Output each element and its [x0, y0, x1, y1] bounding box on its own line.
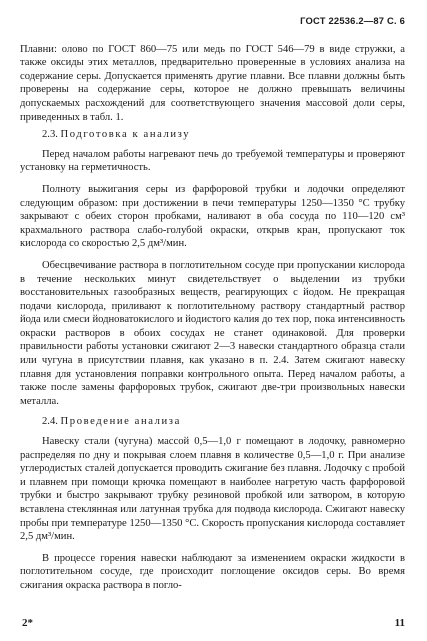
- section-number: 2.3.: [42, 129, 58, 141]
- printer-signature: 2*: [22, 617, 33, 630]
- document-footer: [22, 617, 405, 631]
- paragraph-preparation-2: Полноту выжигания серы из фарфоровой трубки и лодочки определяют следующим образом: при достижении в печи температуры 1250—1350 °С трубку закрывают с обеих сторон пробками, наливают в оба сосуда по 110—120 см³ крахмального раствора слабо-голубой окраски, открыв кран, пропускают ток кислорода со скоростью 2,5 дм³/мин.: [20, 183, 405, 250]
- paragraph-analysis-2: В процессе горения навески наблюдают за изменением окраски жидкости в поглотительном сосуде, где происходит поглощение оксидов серы. Во время сжигания окраска раствора в погло-: [20, 552, 405, 591]
- paragraph-fluxes: Плавни: олово по ГОСТ 860—75 или медь по ГОСТ 546—79 в виде стружки, а также оксиды этих металлов, предварительно проверенные в условиях анализа на содержание серы. Допускается применять другие плавни. Все плавни должны быть проверены на содержание серы, которое не должно превышать величины допускаемых расхождений для соответствующего значения массовой доли серы, приведенных в табл. 1.: [20, 43, 405, 123]
- page-number: 11: [394, 617, 405, 630]
- document-header: ГОСТ 22536.2—87 С. 6: [300, 15, 405, 26]
- section-2-4-heading: [20, 415, 405, 429]
- paragraph-preparation-1: Перед началом работы нагревают печь до требуемой температуры и проверяют установку на герметичность.: [20, 148, 405, 174]
- section-2-3-heading: [20, 128, 405, 142]
- paragraph-analysis-1: Навеску стали (чугуна) массой 0,5—1,0 г помещают в лодочку, равномерно распределяя по дну и покрывая слоем плавня в количестве 0,5—1,0 г. При анализе углеродистых сталей допускается проводить сжигание без плавня. Лодочку с пробой и плавнем при помощи крючка помещают в наиболее нагретую часть фарфоровой трубки и быстро закрывают трубку резиновой пробкой или затвором, в которую вставлена стеклянная или латунная трубка для подвода кислорода. Сжигают навеску пробы при температуре 1250—1350 °С. Скорость пропускания кислорода составляет 2,5 дм³/мин.: [20, 436, 405, 543]
- paragraph-preparation-3: Обесцвечивание раствора в поглотительном сосуде при пропускании кислорода в течение нескольких минут свидетельствует о выделении из трубки восстановительных газообразных веществ, реагирующих с йодом. Не прекращая подачи кислорода, приливают к поглотительному раствору стандартный раствор йода или смеси йодноватокислого и йодистого калия до тех пор, пока интенсивность окраски растворов в обоих сосудах не станет одинаковой. Для проверки правильности работы установки сжигают 2—3 навески стандартного образца стали или чугуна в присутствии плавня, как указано в п. 2.4. Затем сжигают навеску плавня для установления поправки контрольного опыта. Перед началом работы, а также после замены фарфоровых трубок, сжигают две-три произвольных навески металла.: [20, 259, 405, 407]
- section-title: Подготовка к анализу: [60, 129, 191, 141]
- section-title: Проведение анализа: [60, 416, 181, 428]
- section-number: 2.4.: [42, 416, 58, 428]
